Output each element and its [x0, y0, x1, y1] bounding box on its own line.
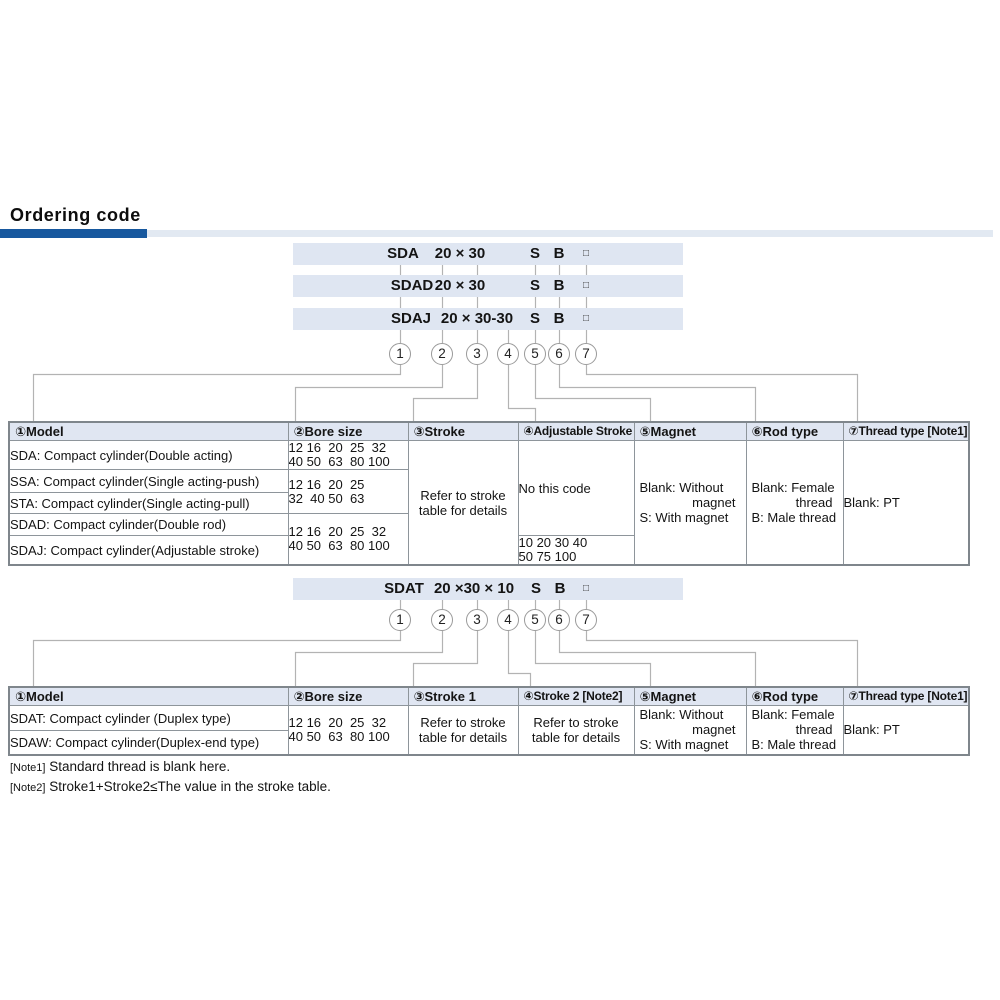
code-segment: 20 × 30-30 [440, 310, 514, 327]
column-header: ③Stroke 1 [408, 687, 518, 706]
stroke-cell [408, 441, 518, 566]
cell-line: table for details [531, 729, 621, 745]
cell-line: Blank: Without [639, 480, 724, 495]
cell-line: magnet [692, 722, 736, 738]
cell-line: B: Male thread [751, 737, 837, 753]
code-segment: SDA [387, 245, 419, 262]
step-circle-6: 6 [548, 609, 570, 631]
thread-type-cell: Blank: PT [843, 441, 969, 566]
cell-line: 12 16 20 25 [288, 476, 365, 492]
stroke-cell [408, 706, 518, 755]
cell-line: 50 75 100 [518, 549, 577, 564]
step-circle-1: 1 [389, 343, 411, 365]
ordering-table-1 [8, 421, 970, 566]
column-header: ①Model [9, 422, 288, 441]
cell-line: S: With magnet [639, 737, 729, 753]
code-segment: 20 ×30 × 10 [433, 580, 515, 597]
cell-line: thread [795, 722, 833, 738]
rod-type-cell [746, 706, 843, 755]
model-cell: SDA: Compact cylinder(Double acting) [9, 441, 288, 470]
code-segment: B [553, 277, 565, 294]
code-segment: S [529, 310, 541, 327]
step-circle-5: 5 [524, 343, 546, 365]
model-cell: STA: Compact cylinder(Single acting-pull) [9, 493, 288, 514]
column-header: ④Stroke 2 [Note2] [518, 687, 634, 706]
rod-type-cell [746, 441, 843, 566]
code-bar-sdad [293, 275, 683, 297]
cell-line: Refer to stroke [420, 714, 506, 730]
page-title: Ordering code [10, 205, 141, 225]
footnote-text: Standard thread is blank here. [45, 759, 231, 774]
column-header: ⑤Magnet [634, 422, 746, 441]
cell-line: 12 16 20 25 32 [288, 714, 387, 730]
column-header: ②Bore size [288, 422, 408, 441]
code-segment: □ [582, 280, 590, 291]
code-segment: S [529, 277, 541, 294]
model-cell: SSA: Compact cylinder(Single acting-push) [9, 470, 288, 493]
cell-line: 12 16 20 25 32 [288, 524, 387, 539]
thread-type-cell: Blank: PT [843, 706, 969, 755]
model-cell: SDAT: Compact cylinder (Duplex type) [9, 706, 288, 731]
cell-line: S: With magnet [639, 510, 729, 525]
code-bar-sdat [293, 578, 683, 600]
step-circle-7: 7 [575, 609, 597, 631]
code-segment: S [529, 245, 541, 262]
column-header: ④Adjustable Stroke [518, 422, 634, 441]
code-segment: 20 × 30 [434, 277, 486, 294]
code-segment: S [530, 580, 542, 597]
cell-line: 40 50 63 80 100 [288, 538, 390, 553]
adjustable-stroke-cell: No this code [518, 441, 634, 536]
step-circle-5: 5 [524, 609, 546, 631]
bore-size-cell [288, 514, 408, 566]
cell-line: 40 50 63 80 100 [288, 728, 390, 744]
code-bar-sda [293, 243, 683, 265]
code-segment: B [553, 245, 565, 262]
step-circle-6: 6 [548, 343, 570, 365]
code-segment: 20 × 30 [434, 245, 486, 262]
column-header: ⑥Rod type [746, 687, 843, 706]
cell-line: B: Male thread [751, 510, 837, 525]
step-circle-1: 1 [389, 609, 411, 631]
column-header: ②Bore size [288, 687, 408, 706]
step-circle-4: 4 [497, 609, 519, 631]
footnote-tag: [Note2] [10, 782, 46, 794]
cell-line: Blank: Female [751, 707, 835, 723]
code-segment: SDAT [384, 580, 424, 597]
magnet-cell [634, 706, 746, 755]
cell-line: Blank: Female [751, 480, 835, 495]
code-bar-sdaj [293, 308, 683, 330]
magnet-cell [634, 441, 746, 566]
step-circle-2: 2 [431, 343, 453, 365]
title-underline-accent [0, 229, 147, 238]
cell-line: thread [795, 495, 833, 510]
title-underline-track [147, 230, 993, 237]
column-header: ⑥Rod type [746, 422, 843, 441]
code-segment: □ [582, 313, 590, 324]
code-segment: B [553, 310, 565, 327]
ordering-table-2 [8, 686, 970, 756]
column-header: ③Stroke [408, 422, 518, 441]
cell-line: magnet [692, 495, 736, 510]
column-header: ①Model [9, 687, 288, 706]
cell-line: table for details [418, 729, 508, 745]
code-segment: SDAD [390, 277, 434, 294]
bore-size-cell [288, 470, 408, 514]
cell-line: Refer to stroke [420, 487, 506, 503]
cell-line: table for details [418, 502, 508, 518]
code-segment: B [554, 580, 566, 597]
cell-line: 12 16 20 25 32 [288, 440, 387, 455]
cell-line: 40 50 63 80 100 [288, 454, 390, 469]
step-circle-7: 7 [575, 343, 597, 365]
cell-line: 32 40 50 63 [288, 490, 365, 506]
model-cell: SDAD: Compact cylinder(Double rod) [9, 514, 288, 536]
step-circle-2: 2 [431, 609, 453, 631]
model-cell: SDAJ: Compact cylinder(Adjustable stroke) [9, 536, 288, 566]
step-circle-4: 4 [497, 343, 519, 365]
footnote-2 [10, 779, 331, 794]
code-segment: □ [582, 583, 590, 594]
cell-line: Blank: Without [639, 707, 724, 723]
bore-size-cell [288, 706, 408, 755]
step-circle-3: 3 [466, 609, 488, 631]
footnote-1 [10, 759, 230, 774]
footnote-tag: [Note1] [10, 762, 46, 774]
adjustable-stroke-cell [518, 536, 634, 566]
model-cell: SDAW: Compact cylinder(Duplex-end type) [9, 731, 288, 755]
code-segment: □ [582, 248, 590, 259]
cell-line: Refer to stroke [533, 714, 619, 730]
adjustable-stroke-cell [518, 706, 634, 755]
column-header: ⑦Thread type [Note1] [843, 687, 969, 706]
column-header: ⑤Magnet [634, 687, 746, 706]
bore-size-cell [288, 441, 408, 470]
column-header: ⑦Thread type [Note1] [843, 422, 969, 441]
cell-line: 10 20 30 40 [518, 535, 588, 550]
footnote-text: Stroke1+Stroke2≤The value in the stroke table. [45, 779, 331, 794]
code-segment: SDAJ [390, 310, 432, 327]
step-circle-3: 3 [466, 343, 488, 365]
